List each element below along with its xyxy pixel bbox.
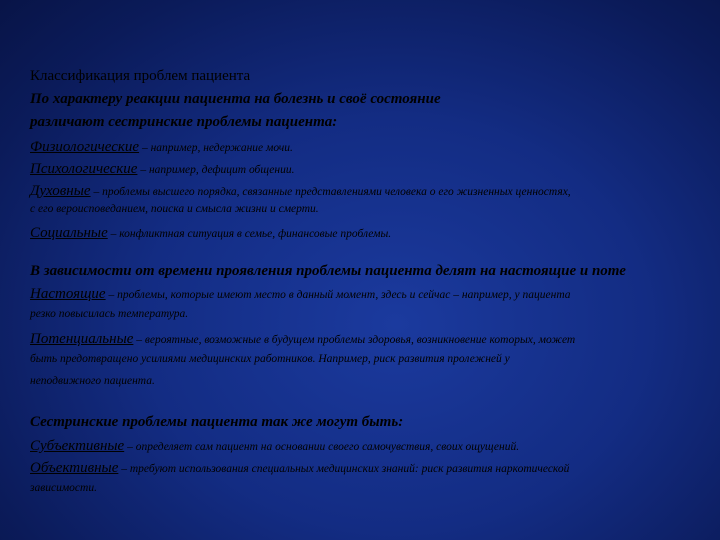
desc-psychological: – например, дефицит общении. [137,164,295,176]
term-physiological: Физиологические [30,139,140,155]
problem-social [30,224,391,242]
problem-potential [30,330,575,348]
term-potential: Потенциальные [30,331,134,347]
term-psychological: Психологические [30,161,138,177]
problem-physiological [30,138,293,156]
term-objective: Объективные [30,460,119,476]
slide-title: Классификация проблем пациента [30,68,251,84]
term-current: Настоящие [30,286,106,302]
desc-current: – проблемы, которые имеют место в данный момент, здесь и сейчас – например, у пациента [105,289,571,301]
desc-potential-cont2: неподвижного пациента. [30,375,155,387]
problem-objective [30,459,569,477]
term-spiritual: Духовные [30,183,91,199]
desc-spiritual: – проблемы высшего порядка, связанные представлениями человека о его жизненных ценностях, [90,186,571,198]
desc-objective: – требуют использования специальных медицинских знаний: риск развития наркотической [118,463,570,475]
desc-social: – конфликтная ситуация в семье, финансовые проблемы. [107,228,392,240]
desc-subjective: – определяет сам пациент на основании своего самочувствия, своих ощущений. [124,441,520,453]
section1-heading-line1: По характеру реакции пациента на болезнь и своё состояние [30,91,441,107]
desc-spiritual-cont: с его вероисповеданием, поиска и смысла жизни и смерти. [30,203,319,215]
section3-heading: Сестринские проблемы пациента так же могут быть: [30,414,404,430]
problem-psychological [30,160,295,178]
problem-current [30,285,571,303]
desc-physiological: – например, недержание мочи. [139,142,293,154]
desc-objective-cont: зависимости. [30,482,97,494]
desc-current-cont: резко повысилась температура. [30,308,189,320]
problem-spiritual [30,182,571,200]
section1-heading-line2: различают сестринские проблемы пациента: [30,114,338,130]
desc-potential: – вероятные, возможные в будущем проблемы здоровья, возникновение которых, может [133,334,576,346]
problem-subjective [30,437,519,455]
term-social: Социальные [30,225,108,241]
term-subjective: Субъективные [30,438,125,454]
section2-heading: В зависимости от времени проявления проблемы пациента делят на настоящие и поте [30,263,626,279]
desc-potential-cont: быть предотвращено усилиями медицинских работников. Например, риск развития пролежней у [30,353,510,365]
